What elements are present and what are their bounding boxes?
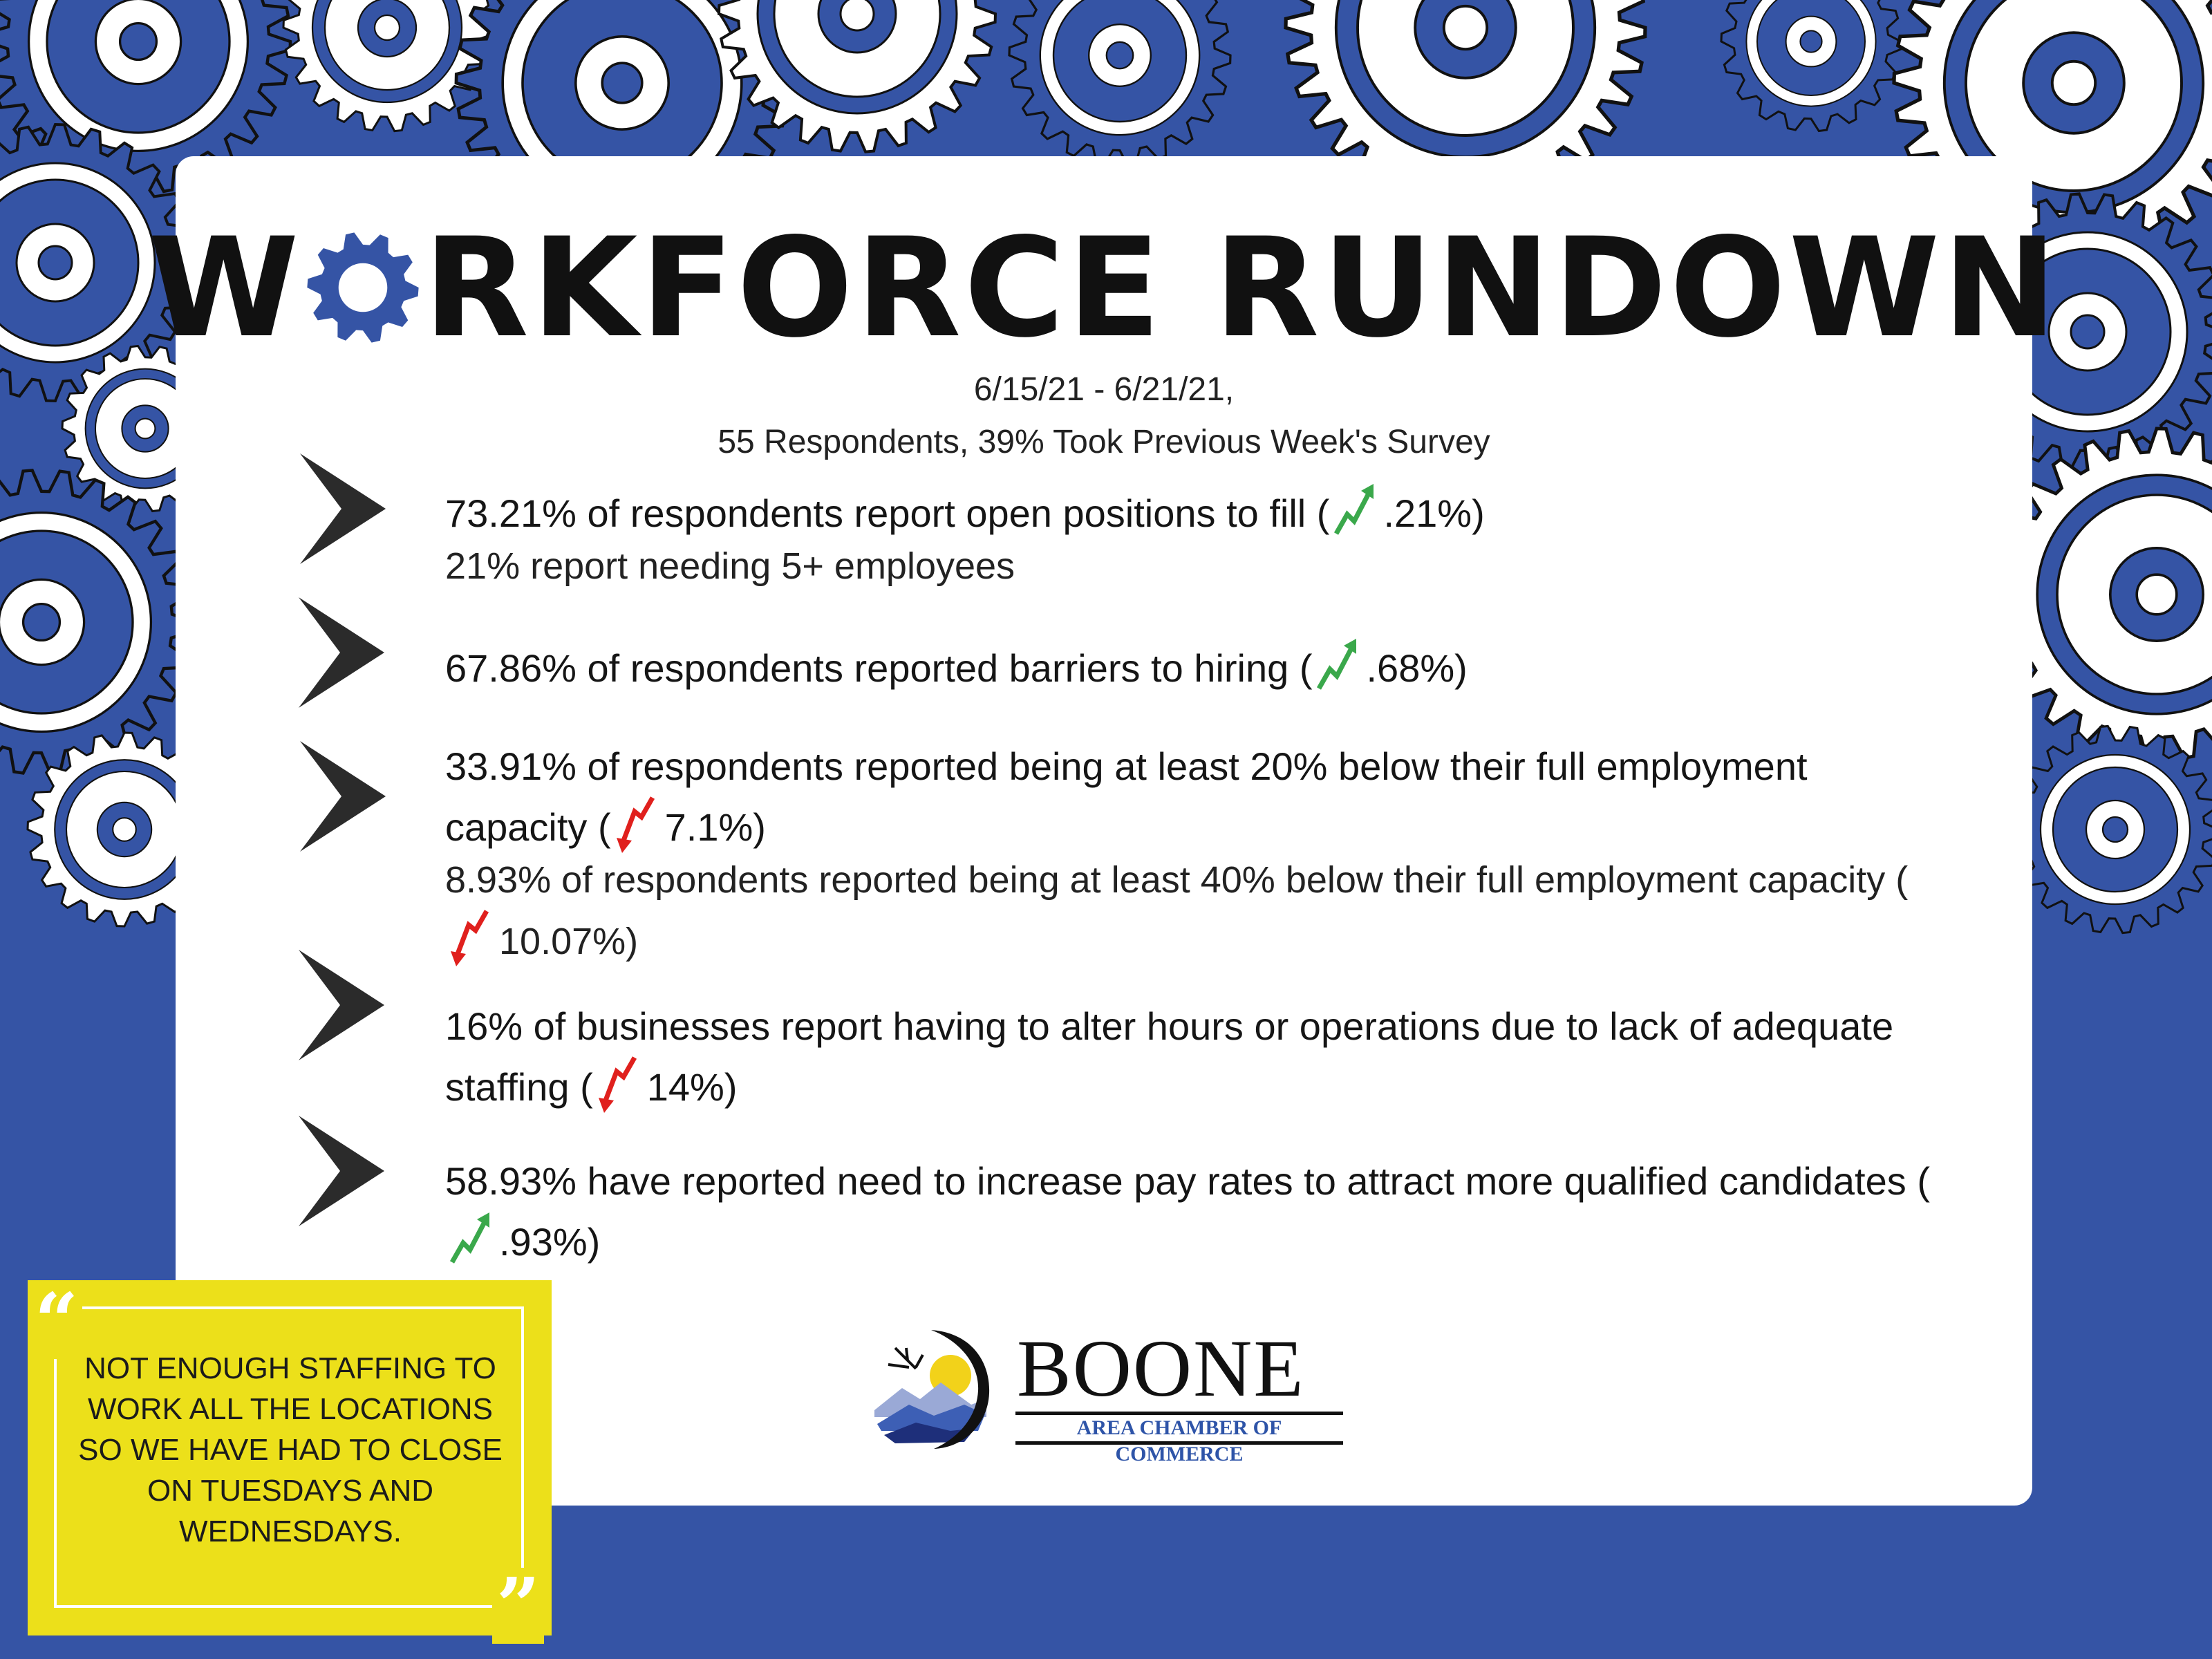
date-range: 6/15/21 - 6/21/21, [973,371,1235,408]
trend-up-icon [1315,633,1363,695]
trend-down-icon [614,792,662,854]
subtitle [176,364,2032,469]
chevron-right-icon [292,1112,388,1229]
quote-box [28,1276,552,1650]
item-text: 67.86% of respondents reported barriers to hiring ( [445,646,1313,690]
respondents-info: 55 Respondents, 39% Took Previous Week's Survey [718,424,1490,460]
trend-up-icon [1332,478,1380,541]
gear-icon [1009,0,1230,166]
list-item [445,1156,1952,1269]
item-subtext: 21% report needing 5+ employees [445,545,1015,587]
gear-icon [2012,726,2212,932]
item-text: 16% of businesses report having to alter hours or operations due to lack of adequate staffing ( [445,1004,1894,1109]
chevron-right-icon [293,449,390,567]
item-text: 73.21% of respondents report open positions to fill ( [445,491,1330,535]
title-part1: W [148,207,302,368]
logo-name: BOONE [1017,1323,1305,1414]
trend-down-icon [448,906,496,968]
trend-change: .68%) [1366,646,1468,690]
chevron-right-icon [292,593,388,711]
gear-icon [305,229,421,346]
trend-change: .93%) [499,1220,601,1264]
mountain-sun-icon [868,1327,992,1452]
chevron-right-icon [293,737,390,854]
trend-change: .21%) [1383,491,1485,535]
trend-change: 10.07%) [499,921,639,962]
chevron-right-icon [292,946,388,1063]
trend-change: 7.1%) [664,805,766,849]
list-item [445,741,1952,968]
page-title [148,198,2060,377]
gear-icon [719,0,995,152]
item-subtext: 8.93% of respondents reported being at least 40% below their full employment capacity ( [445,859,1909,901]
gear-icon [0,470,194,774]
logo-tagline: AREA CHAMBER OF COMMERCE [1015,1412,1343,1445]
close-quote-icon: ” [492,1568,544,1644]
trend-up-icon [448,1207,496,1269]
boone-logo [868,1323,1351,1465]
quote-text: NOT ENOUGH STAFFING TO WORK ALL THE LOCATIONS SO WE HAVE HAD TO CLOSE ON TUESDAYS AND WEDNESDAYS. [78,1351,503,1548]
list-item [445,633,1952,695]
open-quote-icon: “ [30,1283,82,1359]
title-part2: RKFORCE RUNDOWN [423,207,2060,368]
item-text: 33.91% of respondents reported being at least 20% below their full employment capacity ( [445,744,1808,849]
gear-icon [1721,0,1901,131]
item-text: 58.93% have reported need to increase pay rates to attract more qualified candidates ( [445,1159,1930,1203]
trend-down-icon [596,1052,644,1114]
list-item [445,478,1952,592]
list-item [445,1001,1952,1114]
trend-change: 14%) [646,1065,738,1109]
